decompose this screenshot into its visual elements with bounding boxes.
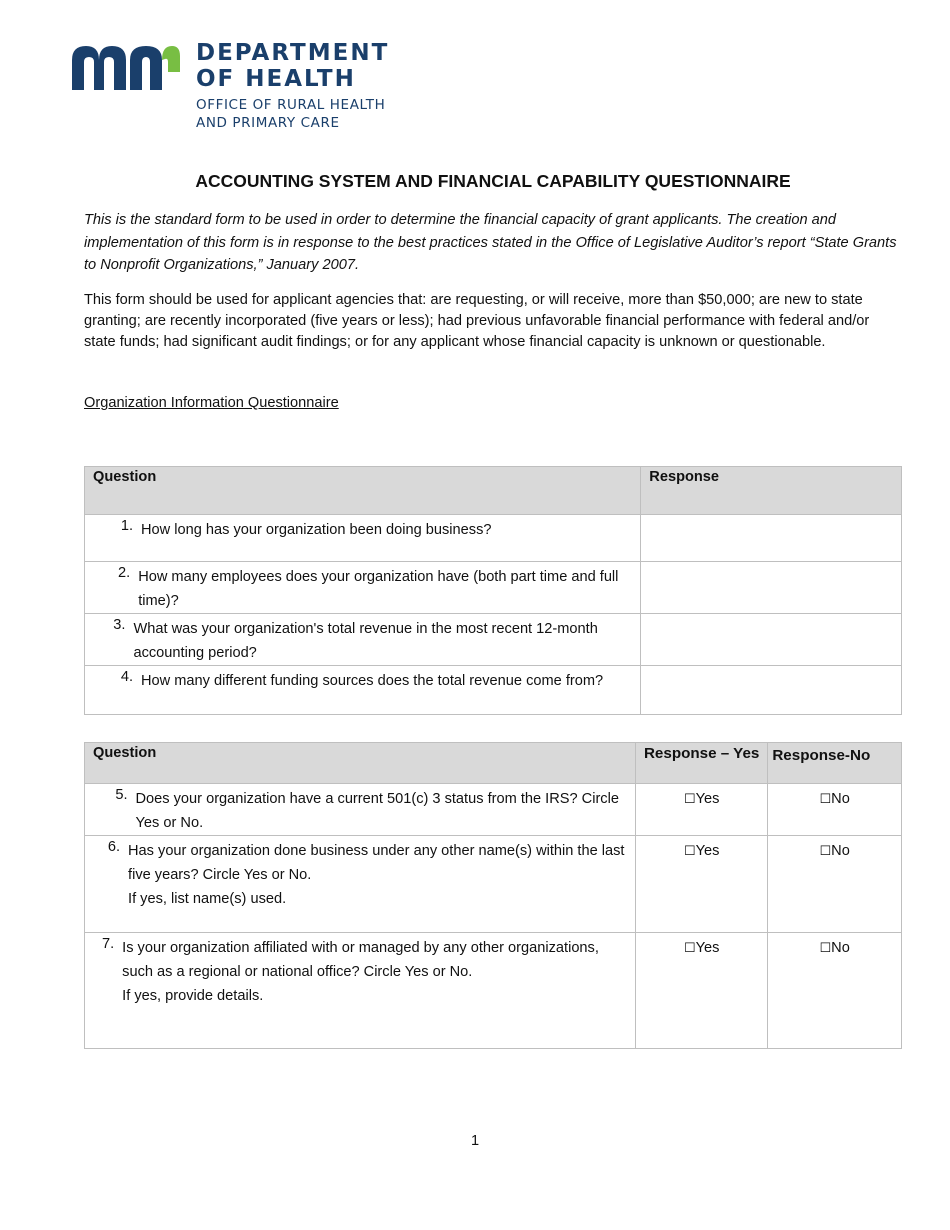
no-label: No bbox=[831, 940, 850, 956]
logo-department-text bbox=[196, 40, 389, 92]
question-number: 1. bbox=[120, 518, 133, 534]
col-question-header: Question bbox=[85, 467, 641, 515]
table-row bbox=[85, 784, 902, 836]
yes-label: Yes bbox=[695, 791, 720, 807]
logo-office-line2: AND PRIMARY CARE bbox=[196, 115, 340, 131]
question-text: How many different funding sources does the total revenue come from? bbox=[141, 673, 604, 689]
col-question-header: Question bbox=[85, 743, 636, 784]
response-field[interactable] bbox=[641, 515, 902, 562]
response-field[interactable] bbox=[641, 614, 902, 666]
table-header-row bbox=[85, 743, 902, 784]
table-row bbox=[85, 836, 902, 933]
org-info-table bbox=[84, 466, 902, 715]
table-header-row bbox=[85, 467, 902, 515]
table-row bbox=[85, 562, 902, 614]
question-cell bbox=[85, 784, 636, 836]
question-number: 6. bbox=[107, 839, 121, 855]
question-main-text: Is your organization affiliated with or managed by any other organizations, such as a regional or national office? Circle Yes or No. bbox=[122, 940, 599, 980]
yes-checkbox[interactable] bbox=[635, 933, 767, 1049]
question-cell bbox=[85, 836, 636, 933]
mn-logo-mark bbox=[72, 42, 184, 92]
logo-office-text bbox=[196, 96, 385, 132]
col-response-yes-header: Response – Yes bbox=[635, 743, 767, 784]
table-row bbox=[85, 614, 902, 666]
question-text bbox=[122, 933, 635, 1008]
yes-checkbox[interactable] bbox=[635, 784, 767, 836]
col-response-no-header: Response-No bbox=[768, 743, 902, 784]
question-number: 7. bbox=[101, 936, 115, 952]
response-field[interactable] bbox=[641, 562, 902, 614]
response-field[interactable] bbox=[641, 666, 902, 715]
mdh-logo bbox=[72, 40, 432, 135]
question-cell bbox=[85, 933, 636, 1049]
question-text: How long has your organization been doing business? bbox=[141, 522, 492, 538]
question-number: 4. bbox=[120, 669, 133, 685]
logo-department-line2: OF HEALTH bbox=[196, 66, 356, 92]
question-cell bbox=[85, 614, 641, 666]
page-number: 1 bbox=[470, 1133, 480, 1149]
yes-label: Yes bbox=[695, 940, 720, 956]
col-response-header: Response bbox=[641, 467, 902, 515]
table-row bbox=[85, 515, 902, 562]
question-cell bbox=[85, 562, 641, 614]
question-text: How many employees does your organization have (both part time and full time)? bbox=[138, 569, 619, 609]
checkbox-icon: ☐ bbox=[819, 792, 832, 807]
no-label: No bbox=[831, 791, 850, 807]
checkbox-icon: ☐ bbox=[683, 941, 696, 956]
question-extra-text: If yes, provide details. bbox=[122, 988, 264, 1004]
question-cell bbox=[85, 515, 641, 562]
document-title: ACCOUNTING SYSTEM AND FINANCIAL CAPABILITY QUESTIONNAIRE bbox=[195, 171, 791, 191]
logo-office-line1: OFFICE OF RURAL HEALTH bbox=[196, 97, 386, 113]
intro-text: This is the standard form to be used in order to determine the financial capacity of grant applicants. The creation and implementation of this form is in response to the best practices stated in the Office of Legislative Auditor’s report “State Grants to Nonprofit Organizations,” January 2007. bbox=[84, 212, 897, 273]
question-text: Does your organization have a current 501(c) 3 status from the IRS? Circle Yes or No. bbox=[135, 791, 619, 831]
no-checkbox[interactable] bbox=[768, 784, 902, 836]
section-heading: Organization Information Questionnaire bbox=[84, 395, 339, 411]
question-text bbox=[128, 836, 635, 911]
yes-checkbox[interactable] bbox=[635, 836, 767, 933]
question-main-text: Has your organization done business under any other name(s) within the last five years? Circle Yes or No. bbox=[128, 843, 625, 883]
yes-label: Yes bbox=[695, 843, 720, 859]
checkbox-icon: ☐ bbox=[819, 941, 832, 956]
no-checkbox[interactable] bbox=[768, 933, 902, 1049]
question-number: 5. bbox=[115, 787, 128, 803]
no-checkbox[interactable] bbox=[768, 836, 902, 933]
question-extra-text: If yes, list name(s) used. bbox=[128, 891, 287, 907]
checkbox-icon: ☐ bbox=[819, 844, 832, 859]
checkbox-icon: ☐ bbox=[683, 844, 696, 859]
status-questions-table bbox=[84, 742, 902, 1049]
question-number: 3. bbox=[113, 617, 126, 633]
table-row bbox=[85, 933, 902, 1049]
usage-paragraph: This form should be used for applicant agencies that: are requesting, or will receive, more than $50,000; are new to state granting; are recently incorporated (five years or less); had previous unfavorable financial performance with federal and/or state funds; had significant audit findings; or for any applicant whose financial capacity is unknown or questionable. bbox=[84, 292, 870, 350]
table-row bbox=[85, 666, 902, 715]
question-cell bbox=[85, 666, 641, 715]
logo-department-line1: DEPARTMENT bbox=[196, 40, 390, 66]
no-label: No bbox=[831, 843, 850, 859]
question-text: What was your organization's total revenue in the most recent 12-month accounting period? bbox=[133, 621, 598, 661]
question-number: 2. bbox=[118, 565, 131, 581]
checkbox-icon: ☐ bbox=[683, 792, 696, 807]
